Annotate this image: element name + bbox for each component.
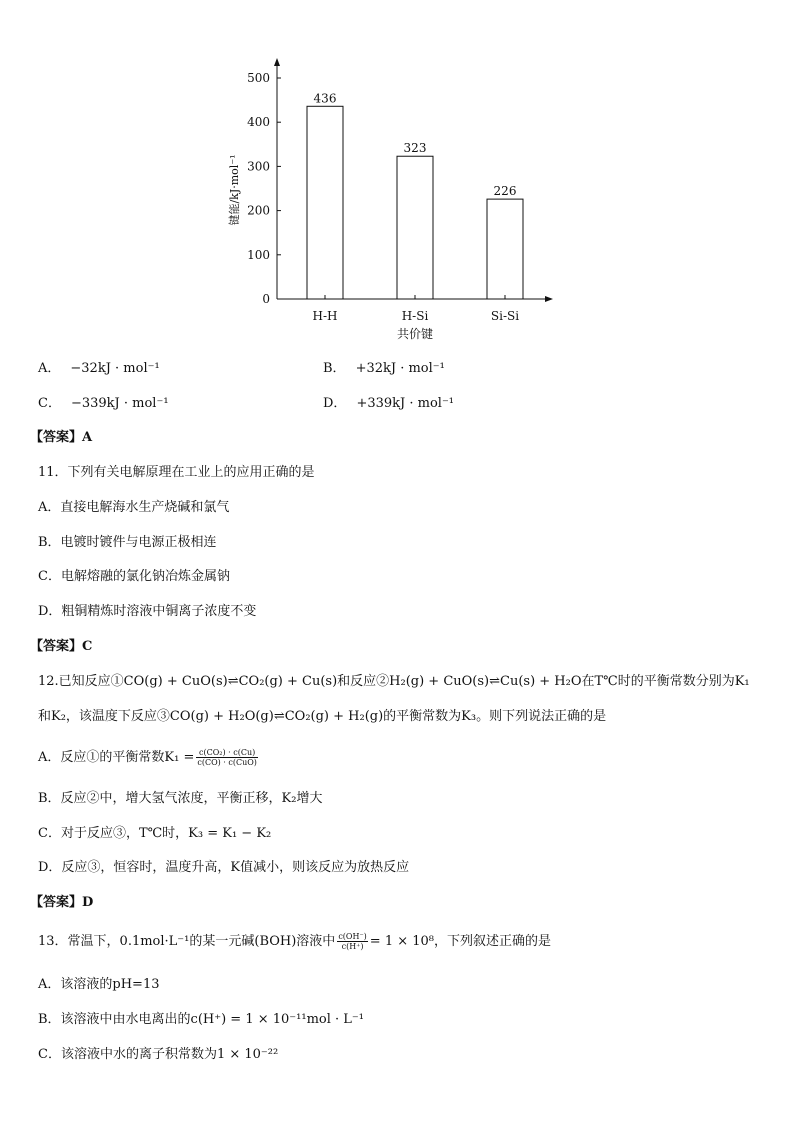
y-axis-label: 键能/kJ·mol⁻¹ (228, 154, 241, 226)
bond-energy-chart (220, 50, 570, 350)
q10-option-a-label: A． (38, 361, 61, 376)
bar-value-label: 323 (403, 141, 427, 156)
q12-option-a-text: A．反应①的平衡常数K₁ = (38, 750, 195, 765)
bar-value-label: 226 (493, 184, 517, 199)
q10-option-b-value: +32kJ · mol⁻¹ (355, 361, 445, 376)
q12-option-d: D．反应③，恒容时，温度升高，K值减小，则该反应为放热反应 (38, 860, 410, 875)
q13-stem-tail: = 1 × 10⁸，下列叙述正确的是 (369, 934, 552, 949)
q11-option-c: C．电解熔融的氯化钠冶炼金属钠 (38, 569, 230, 584)
q11-option-b: B．电镀时镀件与电源正极相连 (38, 535, 217, 550)
q13-option-c: C．该溶液中水的离子积常数为1 × 10⁻²² (38, 1047, 279, 1062)
bar-value-label: 436 (313, 91, 337, 106)
y-tick-label: 0 (262, 292, 270, 306)
q12-answer: 【答案】D (30, 895, 94, 910)
q12-option-b: B．反应②中，增大氢气浓度，平衡正移，K₂增大 (38, 791, 323, 806)
q11-option-d: D．粗铜精炼时溶液中铜离子浓度不变 (38, 604, 257, 619)
x-axis-label: 共价键 (396, 327, 434, 341)
fraction-denominator: c(H⁺) (341, 942, 364, 951)
x-tick-label: H-H (312, 309, 338, 323)
y-tick-label: 300 (247, 159, 270, 174)
fraction-numerator: c(OH⁻) (338, 932, 367, 941)
x-axis-arrow-icon (545, 296, 553, 302)
q12-option-c: C．对于反应③，T℃时，K₃ = K₁ − K₂ (38, 826, 272, 841)
q10-answer: 【答案】A (30, 430, 93, 445)
q10-option-c (38, 395, 169, 413)
q13-stem-fraction (337, 932, 367, 951)
q10-option-d-value: +339kJ · mol⁻¹ (356, 396, 455, 411)
q10-option-c-label: C． (38, 396, 61, 411)
q10-option-a-value: −32kJ · mol⁻¹ (70, 361, 160, 376)
q12-option-a (38, 748, 260, 767)
fraction-denominator: c(CO) · c(CuO) (197, 758, 257, 767)
fraction-numerator: c(CO₂) · c(Cu) (196, 748, 258, 758)
q11-stem: 11．下列有关电解原理在工业上的应用正确的是 (38, 465, 315, 480)
q11-answer: 【答案】C (30, 639, 93, 654)
q12-stem-line2: 和K₂，该温度下反应③CO(g) + H₂O(g)⇌CO₂(g) + H₂(g)的平衡常数为K₃。则下列说法正确的是 (38, 709, 607, 724)
y-axis-arrow-icon (274, 58, 280, 66)
q13-stem-text: 13．常温下，0.1mol·L⁻¹的某一元碱(BOH)溶液中 (38, 934, 336, 949)
q11-option-a: A．直接电解海水生产烧碱和氯气 (38, 500, 230, 515)
q10-option-d-label: D． (323, 396, 347, 411)
q13-stem (38, 932, 551, 951)
q10-option-b (323, 360, 445, 378)
q10-option-b-label: B． (323, 361, 346, 376)
y-tick-label: 200 (247, 203, 270, 218)
q10-option-c-value: −339kJ · mol⁻¹ (70, 396, 169, 411)
bar-h-si (397, 156, 433, 299)
y-tick-label: 100 (247, 247, 270, 262)
q13-option-b: B．该溶液中由水电离出的c(H⁺) = 1 × 10⁻¹¹mol · L⁻¹ (38, 1012, 365, 1027)
q10-option-d (323, 395, 454, 413)
q13-option-a: A．该溶液的pH=13 (38, 977, 160, 992)
y-tick-label: 400 (247, 115, 270, 130)
x-tick-label: Si-Si (490, 309, 520, 323)
q10-option-a (38, 360, 160, 378)
q12-stem-line1: 12.已知反应①CO(g) + CuO(s)⇌CO₂(g) + Cu(s)和反应②H₂(g) + CuO(s)⇌Cu(s) + H₂O在T℃时的平衡常数分别为K₁ (38, 674, 750, 689)
bar-h-h (307, 106, 343, 299)
x-tick-label: H-Si (401, 309, 429, 323)
q12-option-a-fraction (196, 748, 258, 767)
y-tick-label: 500 (247, 71, 270, 85)
bar-si-si (487, 199, 523, 299)
